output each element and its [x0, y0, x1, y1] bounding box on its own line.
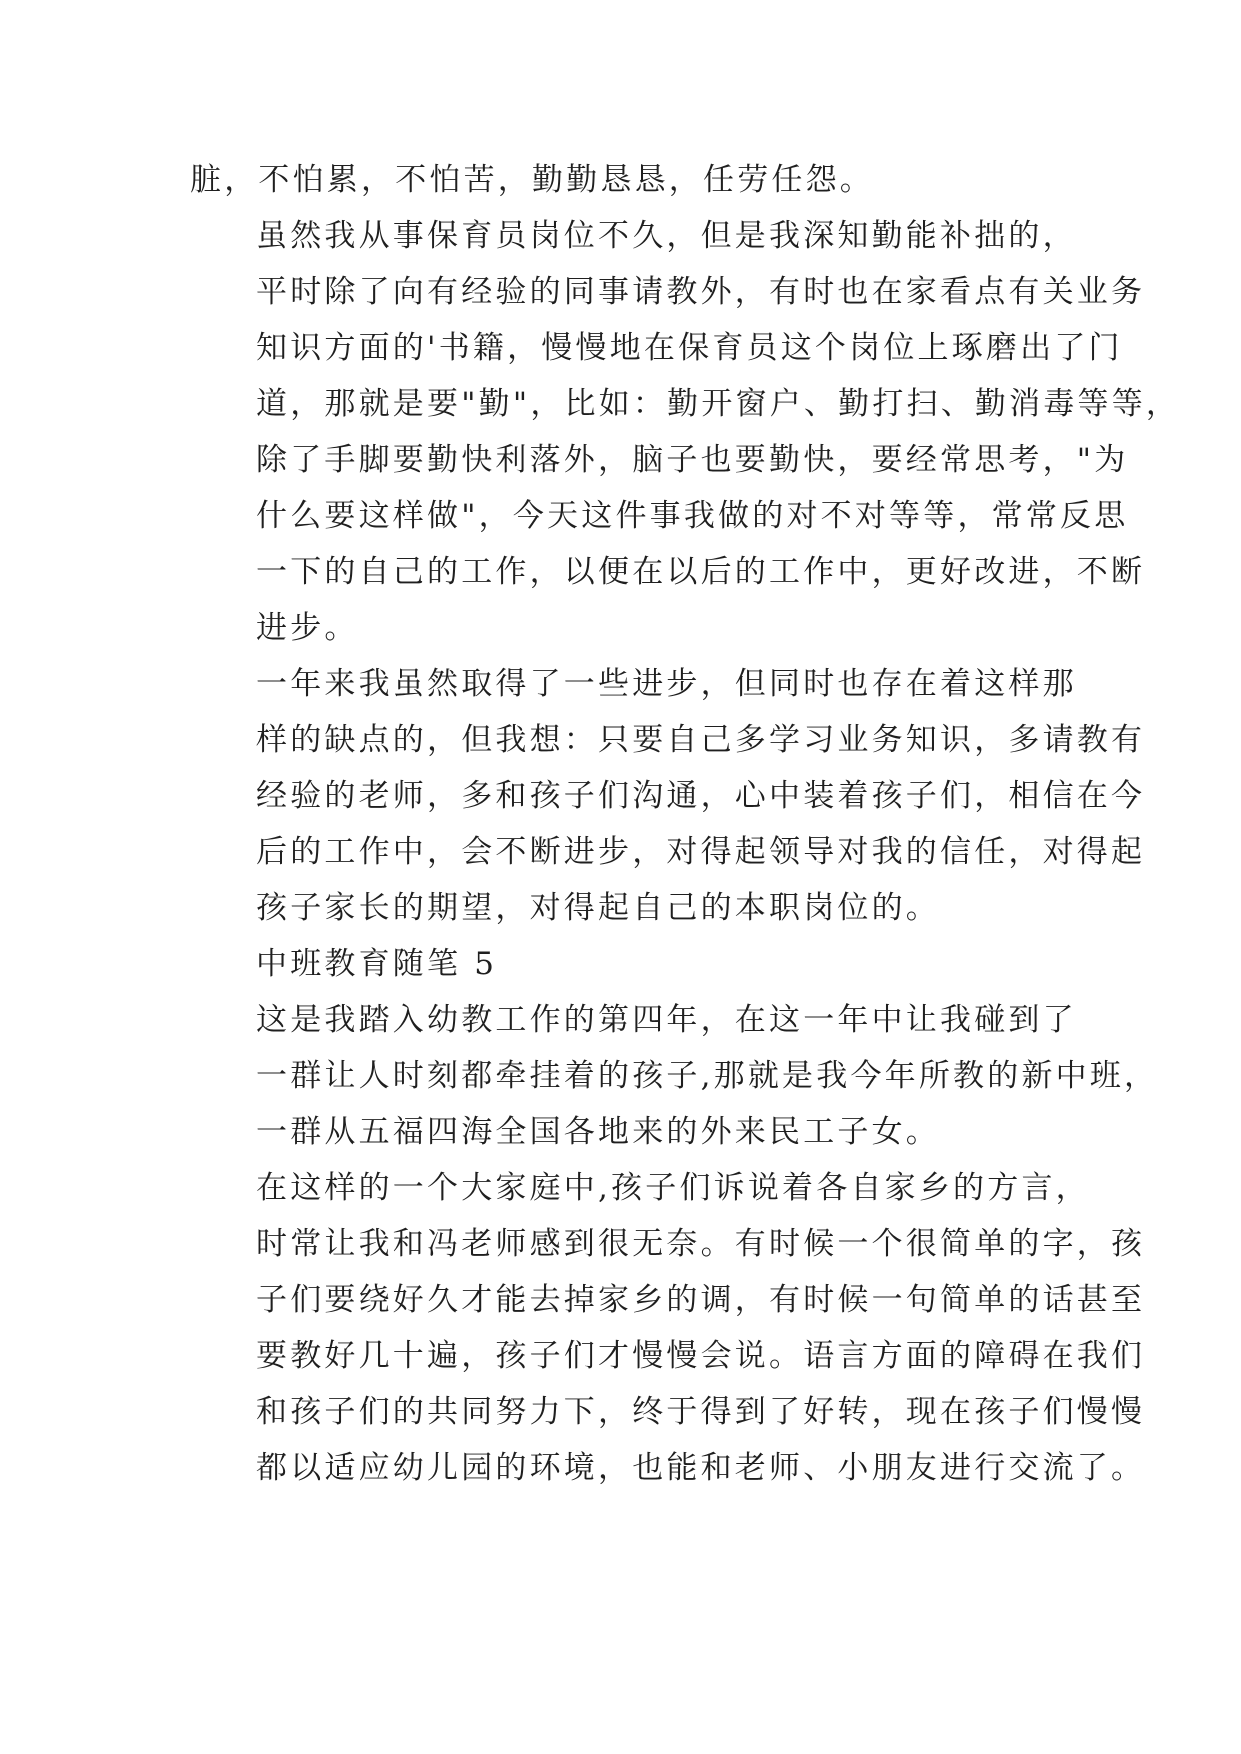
body-text — [190, 152, 1181, 1496]
text-line: 脏，不怕累，不怕苦，勤勤恳恳，任劳任怨。 — [190, 162, 874, 198]
text-line: 和孩子们的共同努力下，终于得到了好转，现在孩子们慢慢 — [256, 1394, 1146, 1430]
text-line: 这是我踏入幼教工作的第四年，在这一年中让我碰到了 — [256, 1002, 1077, 1038]
text-line: 一群让人时刻都牵挂着的孩子,那就是我今年所教的新中班， — [256, 1058, 1159, 1094]
paragraph — [190, 152, 1070, 208]
text-line: 什么要这样做"，今天这件事我做的对不对等等，常常反思 — [256, 498, 1129, 534]
text-line: 知识方面的'书籍，慢慢地在保育员这个岗位上琢磨出了门 — [256, 330, 1123, 366]
text-line: 后的工作中，会不断进步，对得起领导对我的信任，对得起 — [256, 834, 1146, 870]
text-line: 平时除了向有经验的同事请教外，有时也在家看点有关业务 — [256, 274, 1146, 310]
text-line: 要教好几十遍，孩子们才慢慢会说。语言方面的障碍在我们 — [256, 1338, 1146, 1374]
text-line: 进步。 — [256, 610, 359, 646]
paragraph — [190, 936, 1070, 992]
text-line: 虽然我从事保育员岗位不久，但是我深知勤能补拙的， — [256, 218, 1077, 254]
text-line: 时常让我和冯老师感到很无奈。有时候一个很简单的字，孩 — [256, 1226, 1146, 1262]
text-line: 一下的自己的工作，以便在以后的工作中，更好改进，不断 — [256, 554, 1146, 590]
text-line: 在这样的一个大家庭中,孩子们诉说着各自家乡的方言， — [256, 1170, 1090, 1206]
text-line: 中班教育随笔 5 — [256, 946, 498, 982]
paragraph — [190, 656, 1146, 936]
paragraph — [190, 208, 1181, 656]
text-line: 样的缺点的，但我想：只要自己多学习业务知识，多请教有 — [256, 722, 1146, 758]
text-line: 经验的老师，多和孩子们沟通，心中装着孩子们，相信在今 — [256, 778, 1146, 814]
text-line: 道，那就是要"勤"，比如：勤开窗户、勤打扫、勤消毒等等， — [256, 386, 1181, 422]
text-line: 一年来我虽然取得了一些进步，但同时也存在着这样那 — [256, 666, 1077, 702]
paragraph — [190, 1160, 1146, 1496]
text-line: 一群从五福四海全国各地来的外来民工子女。 — [256, 1114, 940, 1150]
text-line: 孩子家长的期望，对得起自己的本职岗位的。 — [256, 890, 940, 926]
text-line: 除了手脚要勤快利落外，脑子也要勤快，要经常思考，"为 — [256, 442, 1129, 478]
text-line: 子们要绕好久才能去掉家乡的调，有时候一句简单的话甚至 — [256, 1282, 1146, 1318]
paragraph — [190, 992, 1159, 1160]
text-line: 都以适应幼儿园的环境，也能和老师、小朋友进行交流了。 — [256, 1450, 1146, 1486]
